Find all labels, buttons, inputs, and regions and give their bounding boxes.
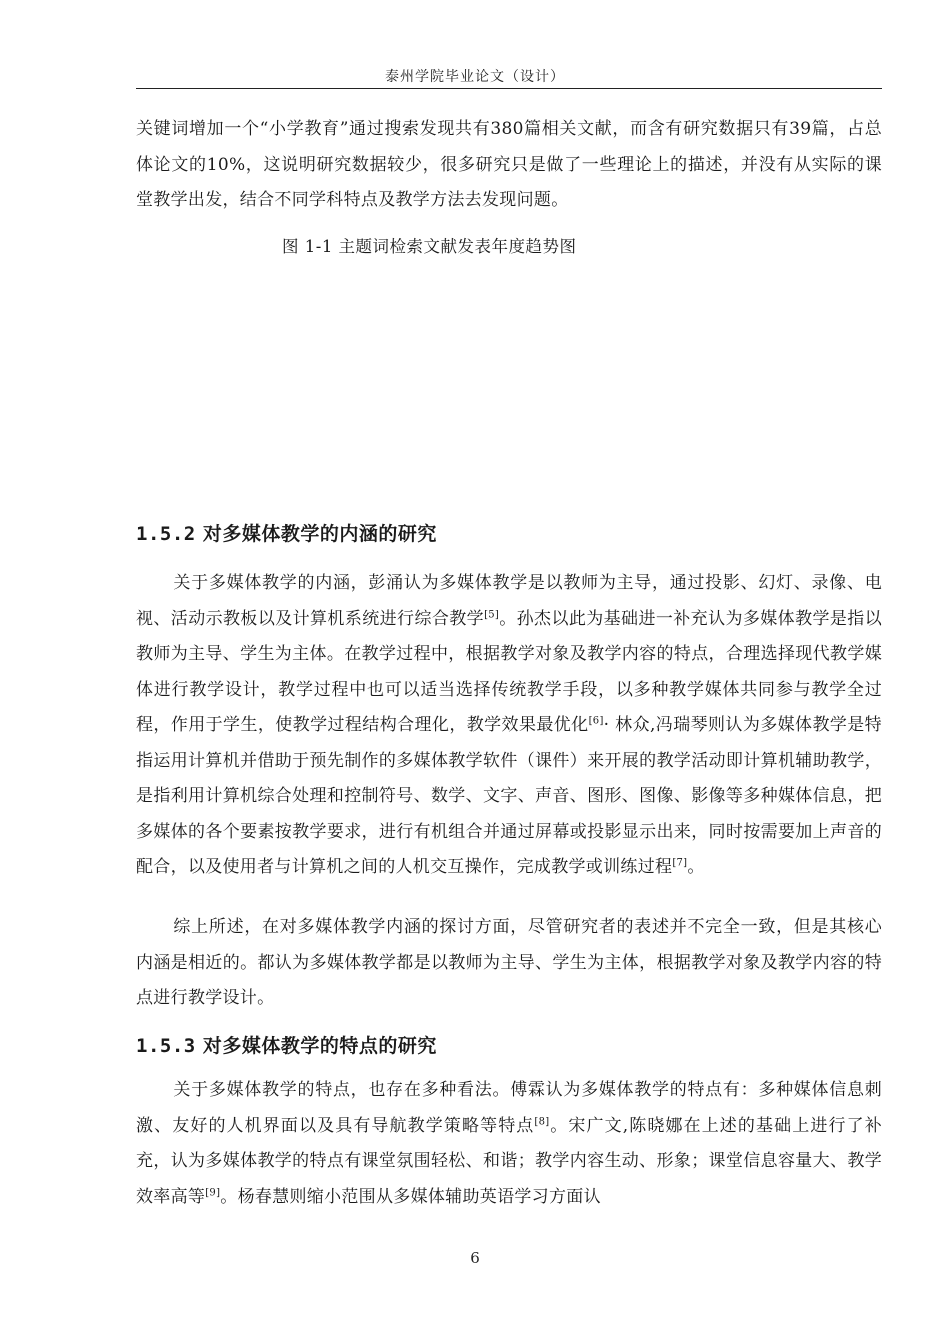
paragraph-text: 。 bbox=[687, 857, 705, 877]
section-number: 1.5.3 bbox=[136, 1035, 196, 1057]
section-1-5-2-paragraph-1 bbox=[136, 566, 882, 886]
citation: [5] bbox=[484, 608, 500, 620]
section-number: 1.5.2 bbox=[136, 523, 196, 545]
paragraph-text: 。孙杰以此为基础进一补充认为多媒体教学是指以教师为主导、学生为主体。在教学过程中，根据教学对象及教学内容的特点，合理选择现代教学媒体进行教学设计，教学过程中也可以适当选择传统教学手段，以多种教学媒体共同参与教学全过程，作用于学生，使教学过程结构合理化，教学效果最优化 bbox=[136, 608, 882, 735]
section-title: 对多媒体教学的特点的研究 bbox=[202, 1035, 437, 1057]
header-title: 泰州学院毕业论文（设计） bbox=[385, 69, 565, 85]
paragraph-text: · 林众,冯瑞琴则认为多媒体教学是特指运用计算机并借助于预先制作的多媒体教学软件（课件）来开展的教学活动即计算机辅助教学，是指利用计算机综合处理和控制符号、数学、文字、声音、图形、图像、影像等多种媒体信息，把多媒体的各个要素按教学要求，进行有机组合并通过屏幕或投影显示出来，同时按需要加上声音的配合，以及使用者与计算机之间的人机交互操作，完成教学或训练过程 bbox=[136, 715, 882, 877]
section-1-5-2-paragraph-2 bbox=[136, 910, 882, 1017]
citation: [9] bbox=[205, 1186, 221, 1198]
paragraph-text: 综上所述，在对多媒体教学内涵的探讨方面，尽管研究者的表述并不完全一致，但是其核心内涵是相近的。都认为多媒体教学都是以教师为主导、学生为主体，根据教学对象及教学内容的特点进行教学设计。 bbox=[136, 917, 882, 1008]
section-1-5-3-paragraph-1 bbox=[136, 1073, 882, 1215]
paragraph-text: 。杨春慧则缩小范围从多媒体辅助英语学习方面认 bbox=[220, 1186, 601, 1207]
intro-paragraph: 关键词增加一个“小学教育”通过搜索发现共有380篇相关文献，而含有研究数据只有39篇，占总体论文的10%，这说明研究数据较少，很多研究只是做了一些理论上的描述，并没有从实际的课堂教学出发，结合不同学科特点及教学方法去发现问题。 bbox=[136, 119, 882, 210]
section-heading-1-5-2 bbox=[136, 519, 437, 546]
citation: [8] bbox=[534, 1115, 550, 1127]
citation: [7] bbox=[672, 857, 688, 869]
section-heading-1-5-3 bbox=[136, 1031, 437, 1058]
paragraph-text: 。宋广文,陈晓娜在上述的基础上进行了补充，认为多媒体教学的特点有课堂氛围轻松、和谐；教学内容生动、形象；课堂信息容量大、教学效率高等 bbox=[136, 1115, 882, 1207]
page-number: 6 bbox=[470, 1249, 480, 1267]
paragraph-text: 关于多媒体教学的内涵，彭涌认为多媒体教学是以教师为主导，通过投影、幻灯、录像、电视、活动示教板以及计算机系统进行综合教学 bbox=[136, 573, 882, 629]
paragraph-text: 关于多媒体教学的特点，也存在多种看法。傅霖认为多媒体教学的特点有：多种媒体信息刺激、友好的人机界面以及具有导航教学策略等特点 bbox=[136, 1080, 882, 1136]
section-title: 对多媒体教学的内涵的研究 bbox=[202, 523, 437, 545]
figure-placeholder bbox=[136, 268, 882, 498]
citation: [6] bbox=[588, 715, 604, 727]
header-divider bbox=[136, 88, 882, 89]
figure-caption: 图 1-1 主题词检索文献发表年度趋势图 bbox=[282, 237, 577, 256]
